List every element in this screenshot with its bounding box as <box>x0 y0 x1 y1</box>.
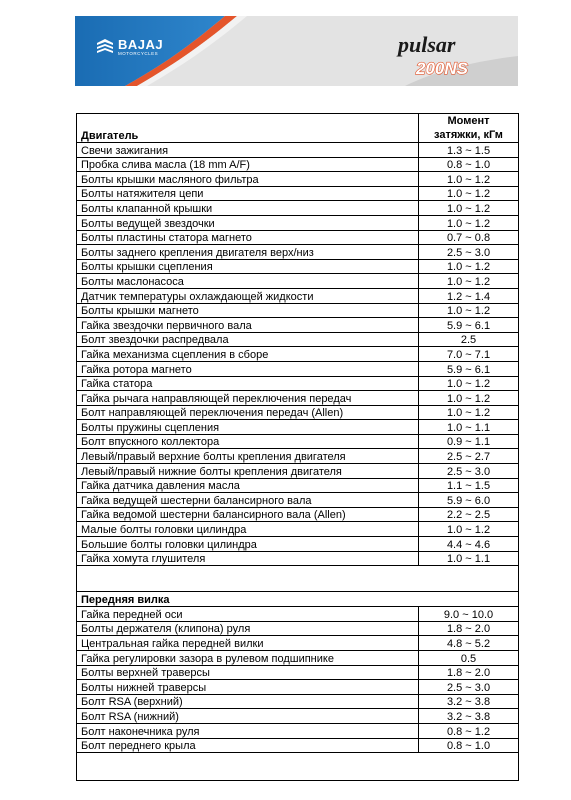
brand-subtitle: MOTORCYCLES <box>118 50 159 56</box>
torque-value: 0.8 ~ 1.0 <box>419 157 519 172</box>
table-row <box>77 478 519 493</box>
torque-specs-table <box>76 113 519 781</box>
brand-name: BAJAJ <box>118 36 164 52</box>
table-row <box>77 680 519 695</box>
table-row <box>77 376 519 391</box>
table-row <box>77 694 519 709</box>
table-row <box>77 723 519 738</box>
bajaj-emblem-icon <box>95 37 115 57</box>
torque-value: 2.5 ~ 3.0 <box>419 464 519 479</box>
part-name: Болты держателя (клипона) руля <box>77 621 419 636</box>
part-name: Пробка слива масла (18 mm A/F) <box>77 157 419 172</box>
torque-value: 1.0 ~ 1.2 <box>419 391 519 406</box>
table-row <box>77 636 519 651</box>
torque-header-line1: Момент <box>447 115 490 127</box>
table-row <box>77 391 519 406</box>
part-name: Гайка хомута глушителя <box>77 551 419 566</box>
table-row <box>77 201 519 216</box>
table-row <box>77 318 519 333</box>
table-row <box>77 230 519 245</box>
part-name: Болт наконечника руля <box>77 723 419 738</box>
torque-value: 2.5 <box>419 332 519 347</box>
table-row <box>77 651 519 666</box>
torque-value: 2.5 ~ 2.7 <box>419 449 519 464</box>
table-row <box>77 607 519 622</box>
table-row <box>77 347 519 362</box>
part-name: Левый/правый нижние болты крепления двигателя <box>77 464 419 479</box>
pulsar-model-logo <box>394 34 504 78</box>
model-number: 200NS <box>416 59 468 78</box>
torque-value: 4.4 ~ 4.6 <box>419 537 519 552</box>
table-row <box>77 551 519 566</box>
part-name: Центральная гайка передней вилки <box>77 636 419 651</box>
torque-value: 5.9 ~ 6.0 <box>419 493 519 508</box>
part-name: Болт звездочки распредвала <box>77 332 419 347</box>
table-row <box>77 537 519 552</box>
end-row <box>77 753 519 781</box>
part-name: Гайка датчика давления масла <box>77 478 419 493</box>
torque-value: 1.0 ~ 1.2 <box>419 186 519 201</box>
table-row <box>77 143 519 158</box>
table-row <box>77 434 519 449</box>
part-name: Гайка рычага направляющей переключения передач <box>77 391 419 406</box>
engine-section-title: Двигатель <box>77 114 419 143</box>
torque-value: 2.5 ~ 3.0 <box>419 680 519 695</box>
table-row <box>77 464 519 479</box>
table-row <box>77 449 519 464</box>
part-name: Болты ведущей звездочки <box>77 215 419 230</box>
model-script: pulsar <box>398 34 456 57</box>
torque-value: 1.0 ~ 1.2 <box>419 259 519 274</box>
part-name: Гайка регулировки зазора в рулевом подшипнике <box>77 651 419 666</box>
table-row <box>77 709 519 724</box>
part-name: Болт RSA (нижний) <box>77 709 419 724</box>
part-name: Малые болты головки цилиндра <box>77 522 419 537</box>
part-name: Болт переднего крыла <box>77 738 419 753</box>
part-name: Гайка ведущей шестерни балансирного вала <box>77 493 419 508</box>
table-row <box>77 332 519 347</box>
part-name: Гайка ведомой шестерни балансирного вала (Allen) <box>77 507 419 522</box>
torque-value: 5.9 ~ 6.1 <box>419 318 519 333</box>
torque-value: 2.5 ~ 3.0 <box>419 245 519 260</box>
table-row <box>77 186 519 201</box>
table-row <box>77 172 519 187</box>
table-row <box>77 621 519 636</box>
torque-value: 5.9 ~ 6.1 <box>419 361 519 376</box>
torque-value: 7.0 ~ 7.1 <box>419 347 519 362</box>
fork-header-row <box>77 592 519 607</box>
table-row <box>77 507 519 522</box>
page-header-banner <box>75 16 518 86</box>
torque-value: 0.8 ~ 1.2 <box>419 723 519 738</box>
torque-value: 3.2 ~ 3.8 <box>419 694 519 709</box>
fork-section-title: Передняя вилка <box>77 592 519 607</box>
table-row <box>77 420 519 435</box>
part-name: Гайка механизма сцепления в сборе <box>77 347 419 362</box>
torque-value: 1.2 ~ 1.4 <box>419 288 519 303</box>
engine-header-row <box>77 114 519 143</box>
part-name: Болты крышки сцепления <box>77 259 419 274</box>
torque-value: 1.0 ~ 1.1 <box>419 551 519 566</box>
part-name: Болт RSA (верхний) <box>77 694 419 709</box>
part-name: Гайка передней оси <box>77 607 419 622</box>
torque-value: 0.7 ~ 0.8 <box>419 230 519 245</box>
spacer-row <box>77 566 519 592</box>
torque-header-line2: затяжки, кГм <box>434 129 503 141</box>
part-name: Большие болты головки цилиндра <box>77 537 419 552</box>
torque-value: 1.0 ~ 1.2 <box>419 522 519 537</box>
torque-value: 0.9 ~ 1.1 <box>419 434 519 449</box>
part-name: Болты натяжителя цепи <box>77 186 419 201</box>
part-name: Болты нижней траверсы <box>77 680 419 695</box>
part-name: Свечи зажигания <box>77 143 419 158</box>
table-row <box>77 522 519 537</box>
table-row <box>77 157 519 172</box>
torque-value: 1.0 ~ 1.2 <box>419 215 519 230</box>
torque-value: 4.8 ~ 5.2 <box>419 636 519 651</box>
part-name: Датчик температуры охлаждающей жидкости <box>77 288 419 303</box>
part-name: Гайка ротора магнето <box>77 361 419 376</box>
torque-value: 1.0 ~ 1.1 <box>419 420 519 435</box>
part-name: Болты пружины сцепления <box>77 420 419 435</box>
torque-value: 1.0 ~ 1.2 <box>419 405 519 420</box>
table-row <box>77 738 519 753</box>
empty-cell <box>77 753 519 781</box>
torque-value: 1.0 ~ 1.2 <box>419 376 519 391</box>
torque-value: 0.5 <box>419 651 519 666</box>
part-name: Болты верхней траверсы <box>77 665 419 680</box>
table-row <box>77 274 519 289</box>
torque-value: 1.1 ~ 1.5 <box>419 478 519 493</box>
bajaj-logo <box>95 34 163 60</box>
torque-value: 2.2 ~ 2.5 <box>419 507 519 522</box>
torque-value: 1.8 ~ 2.0 <box>419 665 519 680</box>
part-name: Гайка статора <box>77 376 419 391</box>
torque-value: 0.8 ~ 1.0 <box>419 738 519 753</box>
torque-value: 1.0 ~ 1.2 <box>419 201 519 216</box>
part-name: Болты крышки магнето <box>77 303 419 318</box>
torque-value: 1.0 ~ 1.2 <box>419 172 519 187</box>
torque-value: 1.0 ~ 1.2 <box>419 274 519 289</box>
torque-value: 1.8 ~ 2.0 <box>419 621 519 636</box>
torque-value: 1.0 ~ 1.2 <box>419 303 519 318</box>
table-row <box>77 245 519 260</box>
part-name: Болты заднего крепления двигателя верх/низ <box>77 245 419 260</box>
torque-value: 9.0 ~ 10.0 <box>419 607 519 622</box>
table-row <box>77 215 519 230</box>
part-name: Левый/правый верхние болты крепления двигателя <box>77 449 419 464</box>
torque-value: 3.2 ~ 3.8 <box>419 709 519 724</box>
part-name: Болт впускного коллектора <box>77 434 419 449</box>
table-row <box>77 493 519 508</box>
part-name: Болт направляющей переключения передач (Allen) <box>77 405 419 420</box>
part-name: Болты клапанной крышки <box>77 201 419 216</box>
torque-value: 1.3 ~ 1.5 <box>419 143 519 158</box>
table-row <box>77 665 519 680</box>
table-row <box>77 259 519 274</box>
part-name: Гайка звездочки первичного вала <box>77 318 419 333</box>
table-row <box>77 361 519 376</box>
table-row <box>77 303 519 318</box>
table-row <box>77 405 519 420</box>
part-name: Болты крышки масляного фильтра <box>77 172 419 187</box>
part-name: Болты маслонасоса <box>77 274 419 289</box>
part-name: Болты пластины статора магнето <box>77 230 419 245</box>
table-row <box>77 288 519 303</box>
empty-cell <box>77 566 519 592</box>
torque-column-header <box>419 114 519 143</box>
